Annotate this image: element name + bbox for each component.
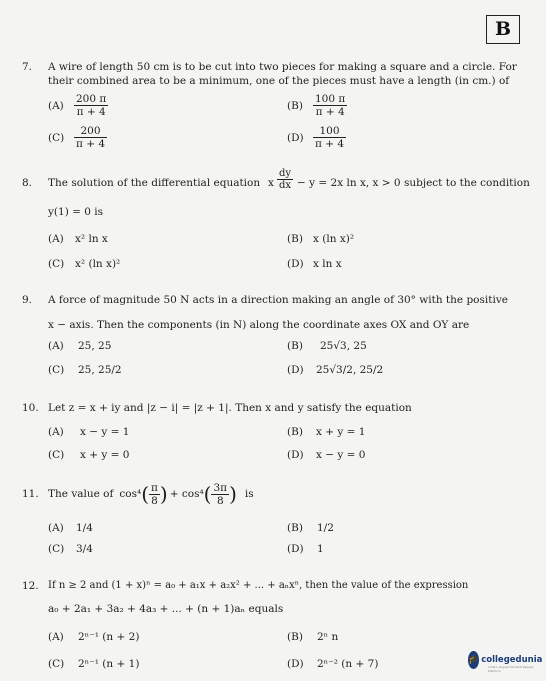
q12-option-b-text: 2ⁿ n [317,631,339,643]
question-7-text-line1: A wire of length 50 cm is to be cut into two pieces for making a square and a circle. For [48,61,517,73]
q11-option-b-label: (B) [287,522,303,534]
question-9-number: 9. [22,294,33,306]
q9-option-a-label: (A) [48,340,64,352]
q12-option-c-label: (C) [48,658,65,670]
q9-option-d-label: (D) [287,364,304,376]
q7-option-a-numerator: 200 π [76,93,107,105]
question-11-fraction-1 [149,482,160,507]
question-8-text-rest: − y = 2x ln x, x > 0 subject to the condition [297,177,530,189]
q12-option-a-text: 2ⁿ⁻¹ (n + 2) [78,631,140,643]
q9-option-b-label: (B) [287,340,303,352]
q8-option-a-text: x² ln x [75,233,108,245]
question-8-dx: dx [279,180,292,191]
q8-option-c-text: x² (ln x)² [75,258,121,270]
q12-option-b-label: (B) [287,631,303,643]
question-8-dy: dy [279,168,292,179]
question-11-number: 11. [22,488,39,500]
q10-option-b-text: x + y = 1 [316,426,366,438]
q7-option-b-denominator: π + 4 [315,106,345,118]
q7-option-b-numerator: 100 π [315,93,346,105]
graduation-cap-icon: 🎓 [468,651,479,669]
q11-option-d-label: (D) [287,543,304,555]
q10-option-c-label: (C) [48,449,65,461]
q8-option-c-label: (C) [48,258,65,270]
question-11-fraction-2 [211,482,229,507]
q7-option-d-numerator: 100 [313,125,346,138]
question-9-text-line2: x − axis. Then the components (in N) along the coordinate axes OX and OY are [48,319,470,331]
question-12-number: 12. [22,580,39,592]
q11-f1-num: π [151,481,158,494]
question-8-condition: y(1) = 0 is [48,206,104,218]
question-8-derivative [277,168,293,191]
q11-f2-num: 3π [213,481,228,494]
q12-option-c-text: 2ⁿ⁻¹ (n + 1) [78,658,140,670]
q11-f2-den: 8 [216,494,224,507]
q11-option-b-text: 1/2 [317,522,334,534]
question-8-text-lead: The solution of the differential equation [48,177,261,189]
q7-option-a-denominator: π + 4 [76,106,106,118]
q9-option-a-text: 25, 25 [78,340,112,352]
q8-option-b-text: x (ln x)² [313,233,355,245]
q9-option-c-label: (C) [48,364,65,376]
q9-option-d-text: 25√3/2, 25/2 [316,364,384,376]
q10-option-d-label: (D) [287,449,304,461]
q7-option-c [74,125,107,150]
q11-option-a-label: (A) [48,522,64,534]
q9-option-c-text: 25, 25/2 [78,364,122,376]
question-11-cos1: cos⁴ [119,488,142,500]
q7-option-a-label: (A) [48,100,64,112]
q11-open-paren-2: ( [203,482,212,506]
question-7-text-line2: their combined area to be a minimum, one of the pieces must have a length (in cm.) of [48,75,510,87]
question-11-tail: is [244,488,254,500]
q11-option-d-text: 1 [317,543,324,555]
question-11-lead: The value of [48,488,114,500]
question-8-x: x [268,177,274,189]
q10-option-a-label: (A) [48,426,64,438]
collegedunia-logo [468,647,542,673]
question-8-number: 8. [22,177,33,189]
q11-option-c-text: 3/4 [76,543,93,555]
question-10-number: 10. [22,402,39,414]
question-11-plus-cos: + cos⁴ [169,488,204,500]
q7-option-b [313,93,347,118]
question-9-text-line1: A force of magnitude 50 N acts in a direction making an angle of 30° with the positive [48,294,508,306]
q11-close-paren-1: ) [159,482,168,506]
question-12-text-line1: If n ≥ 2 and (1 + x)ⁿ = a₀ + a₁x + a₂x² + ... + aₙxⁿ, then the value of the expression [48,580,469,591]
q7-option-d [313,125,346,150]
question-10-text: Let z = x + iy and |z − i| = |z + 1|. Then x and y satisfy the equation [48,402,412,414]
q10-option-b-label: (B) [287,426,303,438]
q7-option-a [74,93,108,118]
q8-option-b-label: (B) [287,233,303,245]
set-badge: B [486,15,520,44]
q10-option-c-text: x + y = 0 [80,449,130,461]
q9-option-b-text: 25√3, 25 [320,340,367,352]
q7-option-b-label: (B) [287,100,303,112]
q11-option-a-text: 1/4 [76,522,93,534]
q8-option-d-text: x ln x [313,258,342,270]
q11-f1-den: 8 [151,494,158,507]
question-11-expression [48,475,254,513]
q8-option-a-label: (A) [48,233,64,245]
q11-open-paren-1: ( [141,482,150,506]
q10-option-a-text: x − y = 1 [80,426,130,438]
q11-option-c-label: (C) [48,543,65,555]
collegedunia-tagline: India's largest Student Review Platform [488,665,534,673]
question-7-number: 7. [22,61,33,73]
question-12-text-line2: a₀ + 2a₁ + 3a₂ + 4a₃ + ... + (n + 1)aₙ equals [48,603,284,615]
q11-close-paren-2: ) [229,482,237,506]
collegedunia-brand: collegedunia [481,655,543,665]
q7-option-c-numerator: 200 [74,125,107,138]
q7-option-d-denominator: π + 4 [315,138,345,150]
q10-option-d-text: x − y = 0 [316,449,366,461]
q12-option-a-label: (A) [48,631,64,643]
q7-option-c-denominator: π + 4 [76,138,106,150]
q8-option-d-label: (D) [287,258,304,270]
q7-option-c-label: (C) [48,132,65,144]
q12-option-d-label: (D) [287,658,304,670]
q7-option-d-label: (D) [287,132,304,144]
q12-option-d-text: 2ⁿ⁻² (n + 7) [317,658,379,670]
